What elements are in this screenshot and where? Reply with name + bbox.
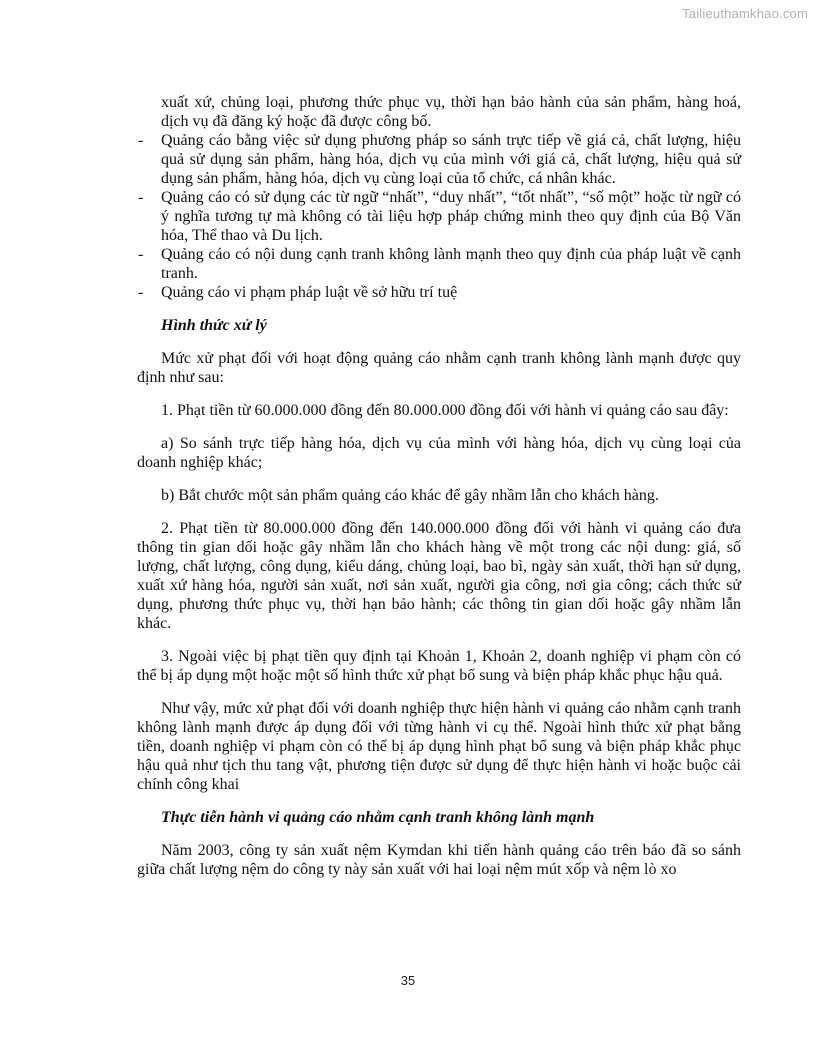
paragraph: Mức xử phạt đối với hoạt động quảng cáo nhằm cạnh tranh không lành mạnh được quy định như sau: (137, 350, 741, 386)
paragraph: 3. Ngoài việc bị phạt tiền quy định tại Khoản 1, Khoản 2, doanh nghiệp vi phạm còn có thể bị áp dụng một hoặc một số hình thức xử phạt bổ sung và biện pháp khắc phục hậu quả. (137, 648, 741, 684)
watermark: Tailieuthamkhao.com (682, 6, 808, 21)
list-item (137, 283, 741, 302)
list-item (137, 245, 741, 283)
continuation-text: xuất xứ, chủng loại, phương thức phục vụ, thời hạn bảo hành của sản phẩm, hàng hoá, dịch vụ đã đăng ký hoặc đã được công bố. (161, 94, 741, 130)
paragraph: 2. Phạt tiền từ 80.000.000 đồng đến 140.000.000 đồng đối với hành vi quảng cáo đưa thông tin gian dối hoặc gây nhầm lẫn cho khách hàng về một trong các nội dung: giá, số lượng, chất lượng, công dụng, kiểu dáng, chủng loại, bao bì, ngày sản xuất, thời hạn sử dụng, xuất xứ hàng hóa, người sản xuất, nơi sản xuất, người gia công, nơi gia công; cách thức sử dụng, phương thức phục vụ, thời hạn bảo hành; các thông tin gian dối hoặc gây nhầm lẫn khác. (137, 520, 741, 632)
bullet-dash: - (138, 246, 144, 263)
list-item-text: Quảng cáo có nội dung cạnh tranh không lành mạnh theo quy định của pháp luật về cạnh tranh. (161, 246, 741, 282)
paragraph: Như vậy, mức xử phạt đối với doanh nghiệp thực hiện hành vi quảng cáo nhằm cạnh tranh không lành mạnh được áp dụng đối với từng hành vi cụ thể. Ngoài hình thức xử phạt bằng tiền, doanh nghiệp vi phạm còn có thể bị áp dụng hình phạt bổ sung và biện pháp khắc phục hậu quả như tịch thu tang vật, phương tiện được sử dụng để thực hiện hành vi hoặc buộc cải chính công khai (137, 700, 741, 793)
list-item (137, 188, 741, 245)
paragraph: 1. Phạt tiền từ 60.000.000 đồng đến 80.000.000 đồng đối với hành vi quảng cáo sau đây: (161, 402, 729, 419)
paragraph: a) So sánh trực tiếp hàng hóa, dịch vụ của mình với hàng hóa, dịch vụ cùng loại của doanh nghiệp khác; (137, 435, 741, 471)
list-item (137, 131, 741, 188)
bullet-dash: - (138, 132, 144, 149)
list-item-text: Quảng cáo có sử dụng các từ ngữ “nhất”, “duy nhất”, “tốt nhất”, “số một” hoặc từ ngữ có ý nghĩa tương tự mà không có tài liệu hợp pháp chứng minh theo quy định của Bộ Văn hóa, Thể thao và Du lịch. (161, 189, 741, 244)
bullet-dash: - (138, 284, 144, 301)
paragraph: Năm 2003, công ty sản xuất nệm Kymdan khi tiến hành quảng cáo trên báo đã so sánh giữa chất lượng nệm do công ty này sản xuất với hai loại nệm mút xốp và nệm lò xo (137, 842, 741, 878)
bullet-list (137, 131, 741, 302)
section-heading: Thực tiễn hành vi quảng cáo nhằm cạnh tranh không lành mạnh (161, 809, 595, 826)
list-item-text: Quảng cáo vi phạm pháp luật về sở hữu trí tuệ (161, 284, 458, 301)
paragraph: b) Bắt chước một sản phẩm quảng cáo khác để gây nhầm lẫn cho khách hàng. (161, 487, 659, 504)
page-number: 35 (400, 973, 416, 988)
list-item-text: Quảng cáo bằng việc sử dụng phương pháp so sánh trực tiếp về giá cả, chất lượng, hiệu quả sử dụng sản phẩm, hàng hóa, dịch vụ của mình với giá cả, chất lượng, hiệu quả sử dụng sản phẩm, hàng hóa, dịch vụ cùng loại của tổ chức, cá nhân khác. (161, 132, 741, 187)
document-page (137, 93, 741, 879)
bullet-dash: - (138, 189, 144, 206)
section-heading: Hình thức xử lý (161, 317, 267, 334)
